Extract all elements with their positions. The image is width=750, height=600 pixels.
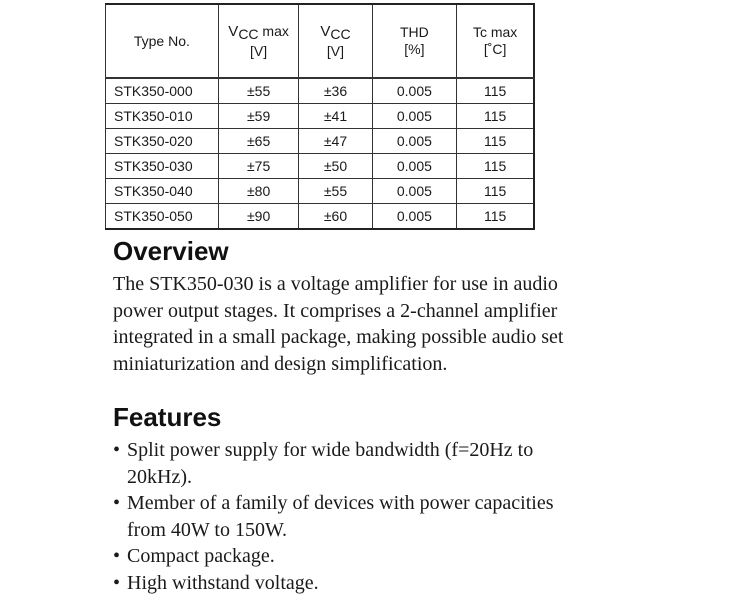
cell-vcc: ±60 [299,204,372,230]
cell-thd: 0.005 [372,78,457,104]
header-tc-max [457,4,534,78]
feature-line: from 40W to 150W. [127,518,287,541]
header-vcc [299,4,372,78]
header-vcc-max-unit: [V] [250,42,268,59]
feature-item [113,543,673,570]
cell-tc-max: 115 [457,129,534,154]
cell-vcc: ±55 [299,179,372,204]
feature-item [113,570,673,597]
overview-line: power output stages. It comprises a 2-channel amplifier [113,299,558,322]
cell-vcc-max: ±59 [218,104,299,129]
header-thd-unit: [%] [404,41,425,57]
header-vcc-max-subscript: CC [238,25,259,42]
overview-heading: Overview [113,236,229,266]
header-vcc-subscript: CC [330,25,351,42]
cell-vcc: ±36 [299,78,372,104]
feature-line: High withstand voltage. [127,571,319,594]
cell-vcc-max: ±80 [218,179,299,204]
overview-line: integrated in a small package, making possible audio set [113,326,564,348]
table-header-row [106,4,535,78]
cell-tc-max: 115 [457,154,534,179]
cell-thd: 0.005 [372,204,457,230]
cell-type: STK350-030 [106,154,219,179]
feature-line: Member of a family of devices with power capacities [127,492,554,514]
table-row [106,154,535,179]
header-type-no-label: Type No. [133,32,190,49]
features-heading: Features [113,402,222,432]
cell-thd: 0.005 [372,129,457,154]
header-tc-max-unit: [˚C] [483,41,507,57]
cell-tc-max: 115 [457,78,534,104]
bullet-icon: • [113,571,121,594]
cell-vcc-max: ±65 [218,129,299,154]
cell-vcc: ±50 [299,154,372,179]
bullet-icon: • [113,439,121,461]
feature-item [113,490,673,543]
overview-line: The STK350-030 is a voltage amplifier for use in audio [113,273,558,295]
cell-tc-max: 115 [457,104,534,129]
overview-paragraph [113,271,673,377]
cell-thd: 0.005 [372,104,457,129]
header-thd-label: THD [399,24,429,40]
table-row [106,104,535,129]
feature-line: Compact package. [127,545,275,567]
overview-line: miniaturization and design simplification. [113,352,448,375]
cell-thd: 0.005 [372,154,457,179]
table-row [106,129,535,154]
bullet-icon: • [113,545,121,567]
cell-vcc-max: ±75 [218,154,299,179]
header-vcc-unit: [V] [326,42,345,59]
cell-type: STK350-020 [106,129,219,154]
cell-type: STK350-000 [106,78,219,104]
header-type-no [106,4,219,78]
spec-table [105,3,535,230]
header-thd [372,4,457,78]
cell-vcc: ±47 [299,129,372,154]
feature-line: Split power supply for wide bandwidth (f=20Hz to [127,439,534,461]
feature-line: 20kHz). [127,465,192,488]
features-list [113,437,673,596]
header-vcc-symbol: V [320,22,331,40]
header-tc-max-label: Tc max [472,24,518,40]
cell-tc-max: 115 [457,179,534,204]
cell-type: STK350-040 [106,179,219,204]
table-row [106,179,535,204]
cell-vcc-max: ±90 [218,204,299,230]
cell-tc-max: 115 [457,204,534,230]
bullet-icon: • [113,492,121,514]
header-vcc-max [218,4,299,78]
feature-item [113,437,673,490]
header-vcc-max-symbol: V [228,22,239,40]
table-row [106,204,535,230]
cell-vcc: ±41 [299,104,372,129]
table-row [106,78,535,104]
header-vcc-max-suffix: max [258,22,289,39]
cell-type: STK350-050 [106,204,219,230]
cell-thd: 0.005 [372,179,457,204]
cell-vcc-max: ±55 [218,78,299,104]
cell-type: STK350-010 [106,104,219,129]
